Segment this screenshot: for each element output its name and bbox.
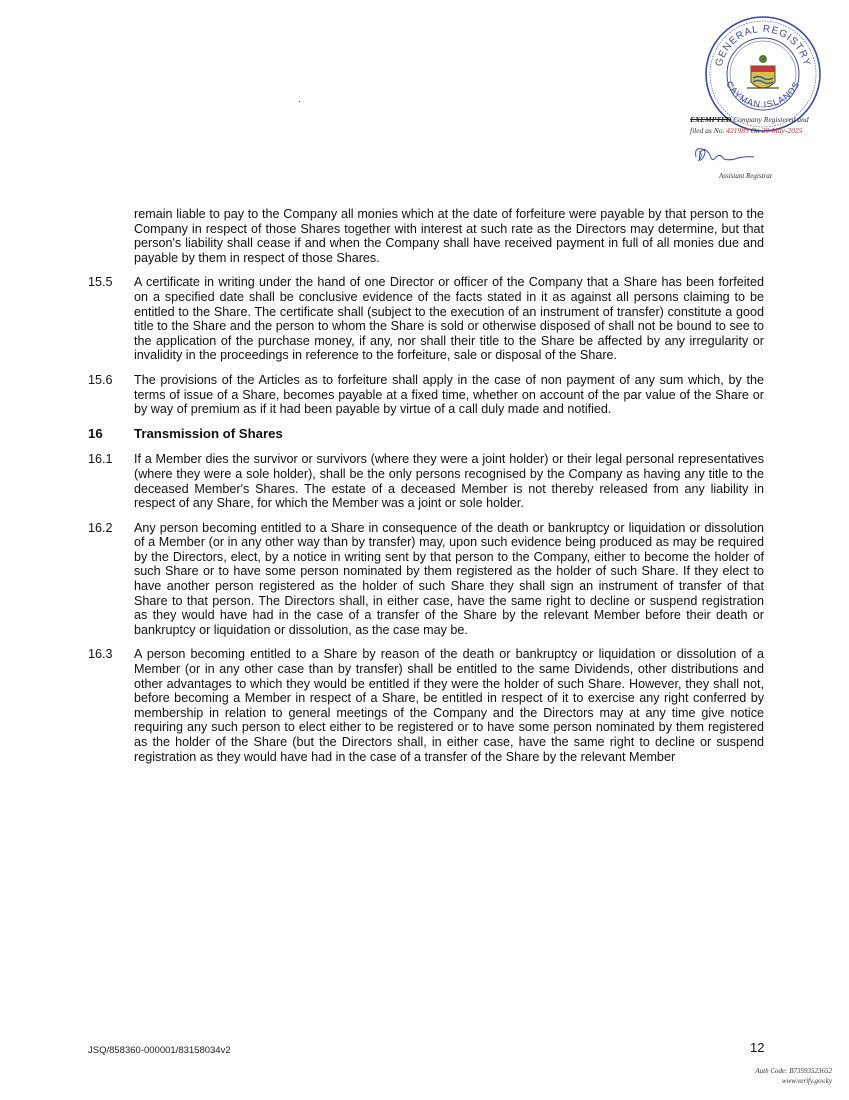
clause-16-3 [88,647,764,764]
clause-number: 16.2 [88,520,113,535]
clause-16-1 [88,452,764,510]
filed-label: filed as No. [690,126,725,135]
clause-number: 16.3 [88,647,113,662]
clause-number: 16.1 [88,452,113,467]
exempted-label: EXEMPTED [690,115,732,124]
document-reference: JSQ/858360-000001/83158034v2 [88,1045,231,1056]
intro-paragraph: remain liable to pay to the Company all monies which at the date of forfeiture were payable by that person to the Company in respect of those Shares together with interest at such rate as the Directors may determine, but that person's liability shall cease if and when the Company shall have received payment in full of all monies due and payable by them in respect of those Shares. [134,207,764,265]
clause-number: 15.5 [88,275,113,290]
auth-code: Auth Code: B73593523652 [755,1067,832,1075]
section-heading [88,427,764,442]
section-title: Transmission of Shares [134,425,283,441]
registered-label: Company Registered and [733,115,809,124]
clause-number: 15.6 [88,372,113,387]
on-label: On [750,126,760,135]
page-number: 12 [750,1040,765,1055]
section-number: 16 [88,425,103,441]
clause-15-6 [88,373,764,417]
clause-15-5 [88,275,764,363]
registration-stamp [690,114,840,136]
clause-text: If a Member dies the survivor or survivors (where they were a joint holder) or their legal personal representatives (where they were a sole holder), shall be the only persons recognised by the Company as having any title to the deceased Member's Shares. The estate of a deceased Member is not thereby released from any liability in respect of any Share, for which the Member was a joint or sole holder. [134,452,764,511]
seal-top-text: GENERAL REGISTRY [713,23,813,68]
clause-16-2 [88,521,764,638]
clause-text: A certificate in writing under the hand of one Director or officer of the Company that a Share has been forfeited on a specified date shall be conclusive evidence of the facts stated in it as against all persons claiming to be entitled to the Share. The certificate shall (subject to the execution of an instrument of transfer) constitute a good title to the Share and the person to whom the Share is sold or otherwise disposed of shall not be bound to see to the application of the purchase money, if any, nor shall their title to the Share be affected by any irregularity or invalidity in the proceedings in reference to the forfeiture, sale or disposal of the Share. [134,275,764,363]
clause-text: The provisions of the Articles as to forfeiture shall apply in the case of non payment of any sum which, by the terms of issue of a Share, becomes payable at a fixed time, whether on account of the par value of the Share or by way of premium as if it had been payable by virtue of a call duly made and notified. [134,372,764,417]
signature-icon [690,143,760,169]
registration-date: 29-May-2025 [761,126,803,135]
seal-bottom-text: CAYMAN ISLANDS [724,79,802,110]
assistant-registrar-label: Assistant Registrar [719,172,773,180]
auth-code-block [755,1066,832,1086]
verify-website: www.verify.gov.ky [781,1077,832,1085]
registration-number: 421989 [726,126,749,135]
clause-text: A person becoming entitled to a Share by reason of the death or bankruptcy or liquidation or dissolution of a Member (or in any other case than by transfer) shall be entitled to the same Dividends, other distributions and other advantages to which they would be entitled if they were the holder of such Share. However, they shall not, before becoming a Member in respect of a Share, be entitled in respect of it to exercise any right conferred by membership in relation to general meetings of the Company and the Directors may at any time give notice requiring any such person to elect either to be registered or to have some person nominated by them registered as the holder of the Share (but the Directors shall, in either case, have the same right to decline or suspend registration as they would have had in the case of a transfer of the Share by the relevant Member [134,647,764,764]
document-body [88,207,764,774]
clause-text: Any person becoming entitled to a Share in consequence of the death or bankruptcy or liquidation or dissolution of a Member (or in any other way than by transfer) may, upon such evidence being produced as may be required by the Directors, elect, by a notice in writing sent by that person to the Company, either to become the holder of such Share or to have some person nominated by them registered as the holder of such Share. If they elect to have another person registered as the holder of such Share they shall sign an instrument of transfer of that Share to that person. The Directors shall, in either case, have the same right to decline or suspend registration as they would have had in the case of a transfer of the Share by the relevant Member before their death or bankruptcy or liquidation or dissolution, as the case may be. [134,520,764,637]
stray-mark [299,101,300,102]
